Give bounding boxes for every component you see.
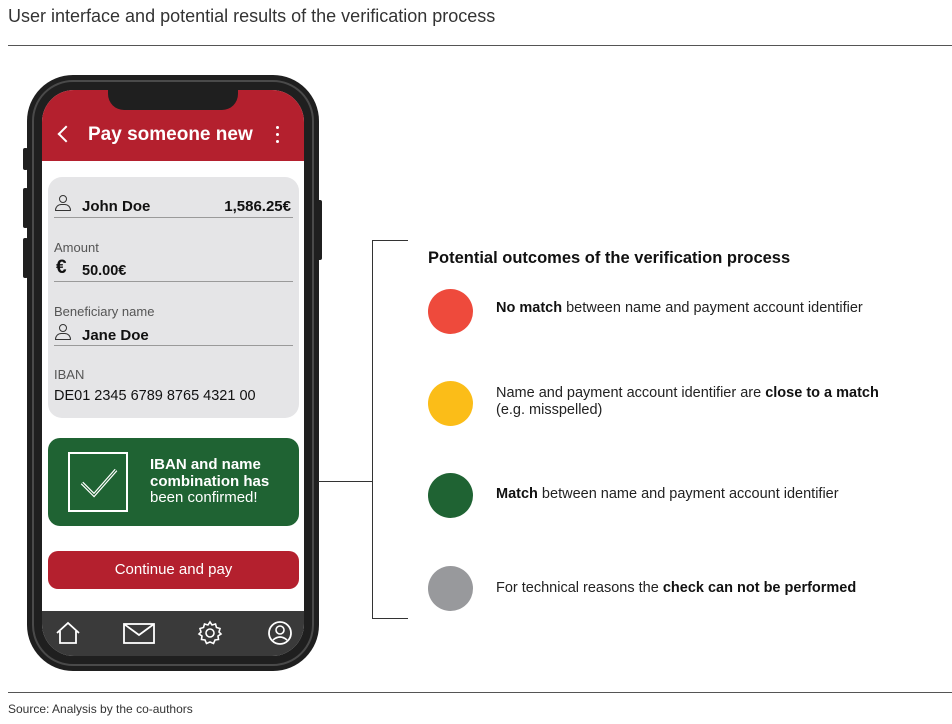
close-match-text [496,385,879,419]
confirmation-text [150,457,290,507]
person-icon [54,324,72,340]
confirmation-line: IBAN and name [150,456,261,473]
bracket-line [372,240,408,241]
outcome-bold: close to a match [765,385,879,401]
no-match-dot [428,289,473,334]
outcome-rest: between name and payment account identifier [562,300,863,316]
amount-input[interactable]: 50.00€ [82,263,127,279]
mail-icon[interactable] [122,619,156,647]
divider [54,217,293,218]
outcome-bold: check can not be performed [662,580,857,596]
match-dot [428,473,473,518]
account-balance: 1,586.25€ [224,198,291,215]
beneficiary-input[interactable]: Jane Doe [82,327,149,344]
amount-label: Amount [54,240,99,255]
match-text [496,486,839,503]
beneficiary-label: Beneficiary name [54,304,155,319]
account-name: John Doe [82,198,151,215]
outcome-rest: between name and payment account identifier [537,486,839,502]
top-rule [8,45,952,46]
outcome-pre: For technical reasons the [496,580,663,596]
confirmation-line: combination has [150,472,270,490]
no-check-text [496,580,856,597]
connector-line [318,481,372,482]
continue-and-pay-button[interactable]: Continue and pay [48,551,299,589]
close-match-dot [428,381,473,426]
home-icon[interactable] [54,619,82,647]
person-icon [54,195,72,211]
iban-label: IBAN [54,367,85,382]
outcomes-title: Potential outcomes of the verification process [428,249,791,267]
source-note: Source: Analysis by the co-authors [8,702,193,716]
phone-screen [42,90,304,656]
no-check-dot [428,566,473,611]
figure-title: User interface and potential results of the verification process [8,6,496,26]
bracket-line [372,240,373,618]
confirmation-line: been confirmed! [150,489,258,506]
app-title: Pay someone new [88,124,253,145]
bottom-tab-bar [42,611,304,656]
phone-notch [108,90,238,110]
confirmation-banner [48,438,299,526]
back-icon[interactable] [58,126,75,143]
outcome-note: (e.g. misspelled) [496,402,603,418]
iban-input[interactable]: DE01 2345 6789 8765 4321 00 [54,388,256,404]
payment-form [48,177,299,418]
profile-icon[interactable] [266,619,294,647]
gear-icon[interactable] [196,619,224,647]
more-options-icon[interactable] [276,126,280,144]
divider [54,281,293,282]
outcome-bold: No match [496,300,563,316]
outcome-pre: Name and payment account identifier are [496,385,766,401]
outcome-bold: Match [496,486,538,502]
euro-icon: € [56,257,67,278]
checkmark-icon [68,452,128,512]
bracket-line [372,618,408,619]
divider [54,345,293,346]
bottom-rule [8,692,952,693]
no-match-text [496,300,863,317]
